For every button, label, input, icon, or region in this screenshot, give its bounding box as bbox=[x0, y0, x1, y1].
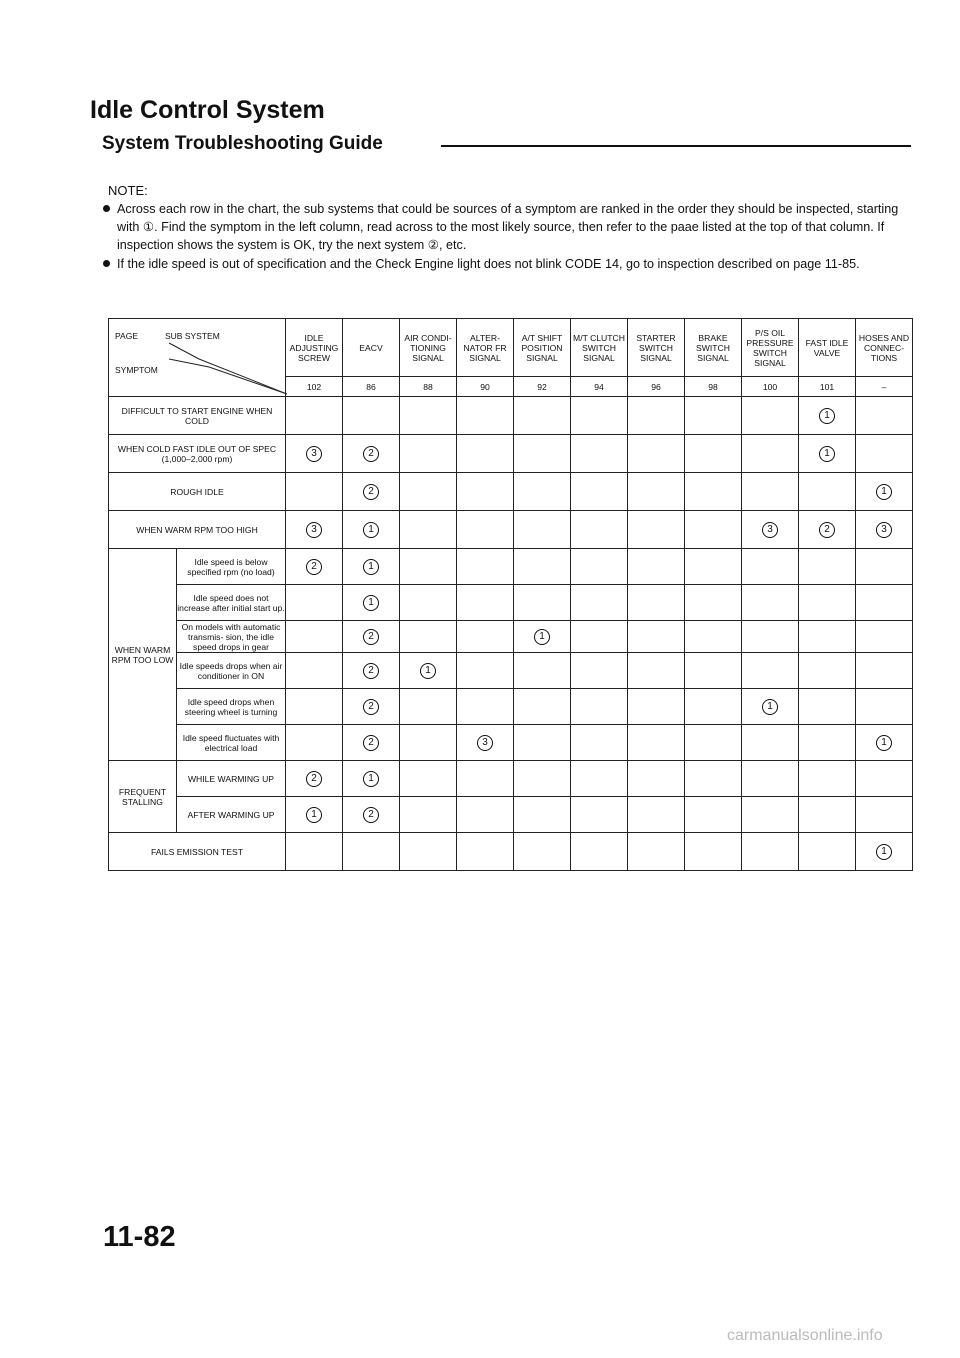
table-row bbox=[109, 761, 913, 797]
mark-cell bbox=[628, 689, 685, 725]
table-row bbox=[109, 397, 913, 435]
mark-cell bbox=[742, 473, 799, 511]
mark-cell bbox=[457, 653, 514, 689]
column-page: 100 bbox=[742, 377, 799, 397]
mark-cell bbox=[799, 435, 856, 473]
mark-cell bbox=[343, 621, 400, 653]
column-header: P/S OIL PRESSURE SWITCH SIGNAL bbox=[742, 319, 799, 377]
mark-cell bbox=[685, 725, 742, 761]
mark-cell bbox=[286, 761, 343, 797]
mark-cell bbox=[457, 725, 514, 761]
mark-cell bbox=[799, 725, 856, 761]
mark-cell bbox=[742, 689, 799, 725]
mark-cell bbox=[856, 397, 913, 435]
column-header: AIR CONDI- TIONING SIGNAL bbox=[400, 319, 457, 377]
mark-cell bbox=[343, 653, 400, 689]
mark-cell bbox=[514, 511, 571, 549]
mark-cell bbox=[628, 653, 685, 689]
sub-symptom-cell: AFTER WARMING UP bbox=[177, 797, 286, 833]
mark-cell bbox=[628, 585, 685, 621]
mark-cell bbox=[400, 397, 457, 435]
mark-cell bbox=[685, 689, 742, 725]
corner-cell bbox=[109, 319, 286, 397]
note-text: If the idle speed is out of specification and the Check Engine light does not blink CODE 14, go to inspection described on page 11-85. bbox=[117, 257, 860, 271]
mark-cell bbox=[343, 397, 400, 435]
mark-cell bbox=[343, 473, 400, 511]
rank-mark: 2 bbox=[363, 484, 379, 500]
sub-symptom-cell: Idle speed does not increase after initial start up. bbox=[177, 585, 286, 621]
mark-cell bbox=[571, 621, 628, 653]
group-cell: FREQUENT STALLING bbox=[109, 761, 177, 833]
mark-cell bbox=[514, 725, 571, 761]
mark-cell bbox=[856, 473, 913, 511]
mark-cell bbox=[628, 725, 685, 761]
mark-cell bbox=[856, 797, 913, 833]
mark-cell bbox=[571, 473, 628, 511]
sub-symptom-cell: Idle speed drops when steering wheel is turning bbox=[177, 689, 286, 725]
mark-cell bbox=[343, 833, 400, 871]
mark-cell bbox=[343, 761, 400, 797]
mark-cell bbox=[457, 585, 514, 621]
mark-cell bbox=[457, 549, 514, 585]
mark-cell bbox=[286, 797, 343, 833]
column-page: 94 bbox=[571, 377, 628, 397]
mark-cell bbox=[856, 761, 913, 797]
mark-cell bbox=[400, 435, 457, 473]
mark-cell bbox=[628, 511, 685, 549]
mark-cell bbox=[343, 435, 400, 473]
mark-cell bbox=[685, 797, 742, 833]
rank-mark: 3 bbox=[306, 446, 322, 462]
column-header: EACV bbox=[343, 319, 400, 377]
rank-mark: 3 bbox=[306, 522, 322, 538]
mark-cell bbox=[343, 725, 400, 761]
rank-mark: 3 bbox=[876, 522, 892, 538]
mark-cell bbox=[799, 653, 856, 689]
mark-cell bbox=[514, 621, 571, 653]
mark-cell bbox=[685, 653, 742, 689]
symptom-cell: WHEN WARM RPM TOO HIGH bbox=[109, 511, 286, 549]
header-row bbox=[109, 319, 913, 377]
mark-cell bbox=[457, 473, 514, 511]
mark-cell bbox=[286, 725, 343, 761]
rank-mark: 2 bbox=[363, 699, 379, 715]
mark-cell bbox=[742, 397, 799, 435]
section-subtitle: System Troubleshooting Guide bbox=[102, 133, 383, 154]
mark-cell bbox=[799, 797, 856, 833]
table-row bbox=[109, 797, 913, 833]
mark-cell bbox=[742, 653, 799, 689]
mark-cell bbox=[628, 473, 685, 511]
mark-cell bbox=[628, 549, 685, 585]
mark-cell bbox=[856, 689, 913, 725]
mark-cell bbox=[400, 511, 457, 549]
mark-cell bbox=[856, 621, 913, 653]
mark-cell bbox=[514, 397, 571, 435]
mark-cell bbox=[457, 833, 514, 871]
mark-cell bbox=[571, 585, 628, 621]
column-page: 96 bbox=[628, 377, 685, 397]
table-row bbox=[109, 585, 913, 621]
table-row bbox=[109, 435, 913, 473]
watermark: carmanualsonline.info bbox=[727, 1327, 883, 1344]
mark-cell bbox=[286, 621, 343, 653]
rank-mark: 3 bbox=[477, 735, 493, 751]
sub-symptom-cell: WHILE WARMING UP bbox=[177, 761, 286, 797]
table-row bbox=[109, 511, 913, 549]
mark-cell bbox=[457, 621, 514, 653]
rank-mark: 1 bbox=[363, 595, 379, 611]
mark-cell bbox=[685, 549, 742, 585]
mark-cell bbox=[856, 435, 913, 473]
mark-cell bbox=[856, 585, 913, 621]
column-page: 98 bbox=[685, 377, 742, 397]
symptom-cell: ROUGH IDLE bbox=[109, 473, 286, 511]
mark-cell bbox=[571, 725, 628, 761]
mark-cell bbox=[628, 621, 685, 653]
mark-cell bbox=[742, 797, 799, 833]
column-page: 88 bbox=[400, 377, 457, 397]
column-header: ALTER- NATOR FR SIGNAL bbox=[457, 319, 514, 377]
mark-cell bbox=[514, 473, 571, 511]
mark-cell bbox=[514, 797, 571, 833]
mark-cell bbox=[400, 761, 457, 797]
mark-cell bbox=[400, 585, 457, 621]
rank-mark: 2 bbox=[363, 446, 379, 462]
column-page: 86 bbox=[343, 377, 400, 397]
column-page: 101 bbox=[799, 377, 856, 397]
mark-cell bbox=[742, 725, 799, 761]
mark-cell bbox=[742, 621, 799, 653]
mark-cell bbox=[286, 585, 343, 621]
mark-cell bbox=[286, 435, 343, 473]
mark-cell bbox=[514, 761, 571, 797]
mark-cell bbox=[400, 621, 457, 653]
mark-cell bbox=[742, 549, 799, 585]
symptom-cell: DIFFICULT TO START ENGINE WHEN COLD bbox=[109, 397, 286, 435]
bullet-icon bbox=[103, 260, 110, 267]
mark-cell bbox=[343, 585, 400, 621]
mark-cell bbox=[514, 653, 571, 689]
troubleshooting-table bbox=[108, 318, 913, 871]
page-title: Idle Control System bbox=[90, 96, 325, 124]
mark-cell bbox=[856, 653, 913, 689]
rank-mark: 1 bbox=[819, 408, 835, 424]
mark-cell bbox=[799, 621, 856, 653]
mark-cell bbox=[343, 511, 400, 549]
note-text: Across each row in the chart, the sub systems that could be sources of a symptom are ranked in the order they should be inspected, starting with ①. Find the symptom in the left column, read across to the most likely source, then refer to the paae listed at the top of that column. If inspection shows the system is OK, try the next system ②, etc. bbox=[117, 202, 899, 252]
mark-cell bbox=[457, 797, 514, 833]
corner-symptom-label: SYMPTOM bbox=[115, 365, 158, 375]
mark-cell bbox=[571, 833, 628, 871]
mark-cell bbox=[457, 761, 514, 797]
mark-cell bbox=[343, 549, 400, 585]
mark-cell bbox=[571, 511, 628, 549]
rank-mark: 1 bbox=[363, 559, 379, 575]
rank-mark: 1 bbox=[819, 446, 835, 462]
mark-cell bbox=[286, 833, 343, 871]
rank-mark: 1 bbox=[420, 663, 436, 679]
column-page: 92 bbox=[514, 377, 571, 397]
mark-cell bbox=[286, 397, 343, 435]
mark-cell bbox=[799, 761, 856, 797]
mark-cell bbox=[685, 833, 742, 871]
mark-cell bbox=[514, 435, 571, 473]
column-header: IDLE ADJUSTING SCREW bbox=[286, 319, 343, 377]
mark-cell bbox=[799, 549, 856, 585]
mark-cell bbox=[400, 473, 457, 511]
column-header: STARTER SWITCH SIGNAL bbox=[628, 319, 685, 377]
column-header: BRAKE SWITCH SIGNAL bbox=[685, 319, 742, 377]
table-row bbox=[109, 473, 913, 511]
symptom-cell: FAILS EMISSION TEST bbox=[109, 833, 286, 871]
mark-cell bbox=[742, 833, 799, 871]
mark-cell bbox=[286, 689, 343, 725]
mark-cell bbox=[571, 689, 628, 725]
table-row bbox=[109, 653, 913, 689]
rank-mark: 3 bbox=[762, 522, 778, 538]
mark-cell bbox=[742, 511, 799, 549]
mark-cell bbox=[457, 397, 514, 435]
notes-list bbox=[99, 200, 899, 274]
rank-mark: 2 bbox=[363, 807, 379, 823]
rank-mark: 1 bbox=[306, 807, 322, 823]
rank-mark: 1 bbox=[876, 844, 892, 860]
mark-cell bbox=[628, 797, 685, 833]
column-header: A/T SHIFT POSITION SIGNAL bbox=[514, 319, 571, 377]
rank-mark: 2 bbox=[363, 735, 379, 751]
symptom-cell: WHEN COLD FAST IDLE OUT OF SPEC (1,000–2,000 rpm) bbox=[109, 435, 286, 473]
mark-cell bbox=[685, 511, 742, 549]
rank-mark: 2 bbox=[306, 771, 322, 787]
mark-cell bbox=[571, 797, 628, 833]
mark-cell bbox=[571, 761, 628, 797]
mark-cell bbox=[400, 689, 457, 725]
mark-cell bbox=[799, 511, 856, 549]
rank-mark: 1 bbox=[876, 484, 892, 500]
mark-cell bbox=[685, 397, 742, 435]
rank-mark: 1 bbox=[762, 699, 778, 715]
mark-cell bbox=[856, 833, 913, 871]
mark-cell bbox=[799, 585, 856, 621]
mark-cell bbox=[856, 549, 913, 585]
rank-mark: 2 bbox=[363, 663, 379, 679]
mark-cell bbox=[628, 397, 685, 435]
bullet-icon bbox=[103, 205, 110, 212]
mark-cell bbox=[514, 689, 571, 725]
mark-cell bbox=[571, 549, 628, 585]
mark-cell bbox=[628, 435, 685, 473]
mark-cell bbox=[685, 435, 742, 473]
rank-mark: 1 bbox=[363, 522, 379, 538]
group-cell: WHEN WARM RPM TOO LOW bbox=[109, 549, 177, 761]
note-item bbox=[99, 255, 899, 273]
mark-cell bbox=[571, 435, 628, 473]
mark-cell bbox=[286, 549, 343, 585]
mark-cell bbox=[400, 833, 457, 871]
table-row bbox=[109, 549, 913, 585]
column-page: 102 bbox=[286, 377, 343, 397]
mark-cell bbox=[799, 833, 856, 871]
mark-cell bbox=[685, 585, 742, 621]
column-header: M/T CLUTCH SWITCH SIGNAL bbox=[571, 319, 628, 377]
mark-cell bbox=[799, 397, 856, 435]
mark-cell bbox=[685, 473, 742, 511]
mark-cell bbox=[514, 833, 571, 871]
sub-symptom-cell: On models with automatic transmis- sion, the idle speed drops in gear bbox=[177, 621, 286, 653]
mark-cell bbox=[457, 511, 514, 549]
mark-cell bbox=[286, 511, 343, 549]
mark-cell bbox=[685, 621, 742, 653]
mark-cell bbox=[400, 725, 457, 761]
note-item bbox=[99, 200, 899, 254]
rank-mark: 2 bbox=[306, 559, 322, 575]
sub-symptom-cell: Idle speeds drops when air conditioner in ON bbox=[177, 653, 286, 689]
mark-cell bbox=[856, 725, 913, 761]
corner-page-label: PAGE bbox=[115, 331, 138, 341]
rank-mark: 2 bbox=[819, 522, 835, 538]
mark-cell bbox=[514, 549, 571, 585]
column-header: FAST IDLE VALVE bbox=[799, 319, 856, 377]
table-row bbox=[109, 689, 913, 725]
note-label: NOTE: bbox=[108, 183, 148, 198]
mark-cell bbox=[400, 797, 457, 833]
mark-cell bbox=[799, 473, 856, 511]
mark-cell bbox=[457, 435, 514, 473]
page-number: 11-82 bbox=[103, 1221, 176, 1253]
mark-cell bbox=[571, 653, 628, 689]
sub-symptom-cell: Idle speed is below specified rpm (no load) bbox=[177, 549, 286, 585]
rank-mark: 2 bbox=[363, 629, 379, 645]
subtitle-rule bbox=[441, 145, 911, 147]
mark-cell bbox=[628, 833, 685, 871]
corner-subsystem-label: SUB SYSTEM bbox=[165, 331, 220, 341]
mark-cell bbox=[742, 585, 799, 621]
mark-cell bbox=[457, 689, 514, 725]
mark-cell bbox=[514, 585, 571, 621]
rank-mark: 1 bbox=[876, 735, 892, 751]
sub-symptom-cell: Idle speed fluctuates with electrical load bbox=[177, 725, 286, 761]
table-row bbox=[109, 725, 913, 761]
mark-cell bbox=[742, 435, 799, 473]
mark-cell bbox=[343, 797, 400, 833]
mark-cell bbox=[286, 653, 343, 689]
mark-cell bbox=[856, 511, 913, 549]
column-header: HOSES AND CONNEC- TIONS bbox=[856, 319, 913, 377]
mark-cell bbox=[286, 473, 343, 511]
column-page: 90 bbox=[457, 377, 514, 397]
mark-cell bbox=[685, 761, 742, 797]
rank-mark: 1 bbox=[534, 629, 550, 645]
table-row bbox=[109, 621, 913, 653]
column-page: – bbox=[856, 377, 913, 397]
table-row bbox=[109, 833, 913, 871]
mark-cell bbox=[628, 761, 685, 797]
mark-cell bbox=[799, 689, 856, 725]
mark-cell bbox=[400, 653, 457, 689]
mark-cell bbox=[571, 397, 628, 435]
mark-cell bbox=[400, 549, 457, 585]
mark-cell bbox=[343, 689, 400, 725]
rank-mark: 1 bbox=[363, 771, 379, 787]
mark-cell bbox=[742, 761, 799, 797]
